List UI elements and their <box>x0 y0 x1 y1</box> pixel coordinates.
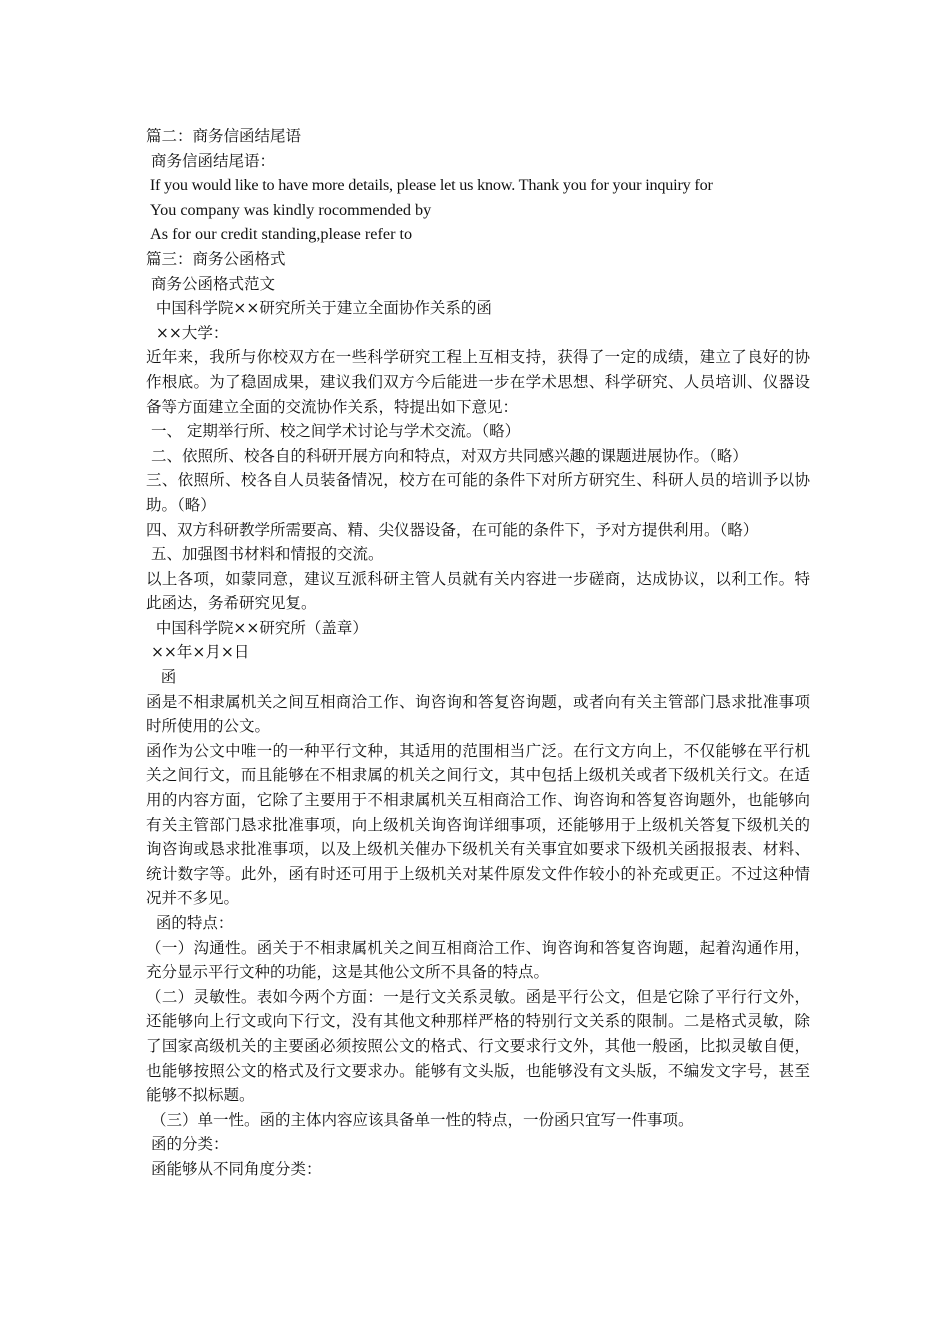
letter-signature: 中国科学院××研究所（盖章） <box>146 618 368 637</box>
document-body <box>146 124 810 1182</box>
subheading: 商务公函格式范文 <box>146 274 275 293</box>
list-item: 三、依照所、校各自人员装备情况，校方在可能的条件下对所方研究生、科研人员的培训予以协助。（略） <box>146 471 810 514</box>
letter-salutation: ××大学： <box>146 323 229 342</box>
letter-title: 中国科学院××研究所关于建立全面协作关系的函 <box>146 299 492 318</box>
list-item: 二、依照所、校各自的科研开展方向和特点，对双方共同感兴趣的课题进展协作。（略） <box>146 446 748 465</box>
list-item: 四、双方科研教学所需要高、精、尖仪器设备，在可能的条件下，予对方提供利用。（略） <box>146 520 759 539</box>
paragraph: 函作为公文中唯一的一种平行文种，其适用的范围相当广泛。在行文方向上，不仅能够在平行机关之间行文，而且能够在不相隶属的机关之间行文，其中包括上级机关或者下级机关行文。在适用的内容方面，它除了主要用于不相隶属机关互相商洽工作、询咨询和答复咨询题外，也能够向有关主管部门恳求批准事项，向上级机关询咨询详细事项，还能够用于上级机关答复下级机关的询咨询或恳求批准事项，以及上级机关催办下级机关有关事宜如要求下级机关函报报表、材料、统计数字等。此外，函有时还可用于上级机关对某件原发文件作较小的补充或更正。不过这种情况并不多见。 <box>146 741 810 908</box>
paragraph: 函是不相隶属机关之间互相商洽工作、询咨询和答复咨询题，或者向有关主管部门恳求批准事项时所使用的公文。 <box>146 692 810 736</box>
paragraph: （一）沟通性。函关于不相隶属机关之间互相商洽工作、询咨询和答复咨询题，起着沟通作用，充分显示平行文种的功能，这是其他公文所不具备的特点。 <box>146 938 810 982</box>
english-sentence: If you would like to have more details, please let us know. Thank you for your inquiry for <box>146 176 713 195</box>
paragraph: （二）灵敏性。表如今两个方面：一是行文关系灵敏。函是平行公文，但是它除了平行行文外，还能够向上行文或向下行文，没有其他文种那样严格的特别行文关系的限制。二是格式灵敏，除了国家高级机关的主要函必须按照公文的格式、行文要求行文外，其他一般函，比拟灵敏自便，也能够按照公文的格式及行文要求办。能够有文头版，也能够没有文头版，不编发文字号，甚至能够不拟标题。 <box>146 987 810 1105</box>
list-item: 五、加强图书材料和情报的交流。 <box>146 545 384 564</box>
paragraph: 以上各项，如蒙同意，建议互派科研主管人员就有关内容进一步磋商，达成协议，以利工作。特此函达，务希研究见复。 <box>146 569 810 613</box>
paragraph: 近年来，我所与你校双方在一些科学研究工程上互相支持，获得了一定的成绩，建立了良好的协作根底。为了稳固成果，建议我们双方今后能进一步在学术思想、科学研究、人员培训、仪器设备等方面建立全面的交流协作关系，特提出如下意见： <box>146 348 810 416</box>
letter-date: ××年×月×日 <box>146 643 250 662</box>
section-heading: 篇三：商务公函格式 <box>146 249 286 268</box>
list-item: 一、 定期举行所、校之间学术讨论与学术交流。（略） <box>146 422 521 441</box>
section-heading: 篇二：商务信函结尾语 <box>146 127 302 145</box>
subheading: 函 <box>146 668 177 687</box>
subheading: 函的特点： <box>146 914 234 932</box>
english-sentence: You company was kindly rocommended by <box>146 200 432 219</box>
subheading: 函的分类： <box>146 1135 229 1154</box>
subheading: 商务信函结尾语： <box>146 151 275 170</box>
paragraph: （三）单一性。函的主体内容应该具备单一性的特点，一份函只宜写一件事项。 <box>146 1110 694 1129</box>
paragraph: 函能够从不同角度分类： <box>146 1159 322 1178</box>
english-sentence: As for our credit standing,please refer to <box>146 225 413 244</box>
